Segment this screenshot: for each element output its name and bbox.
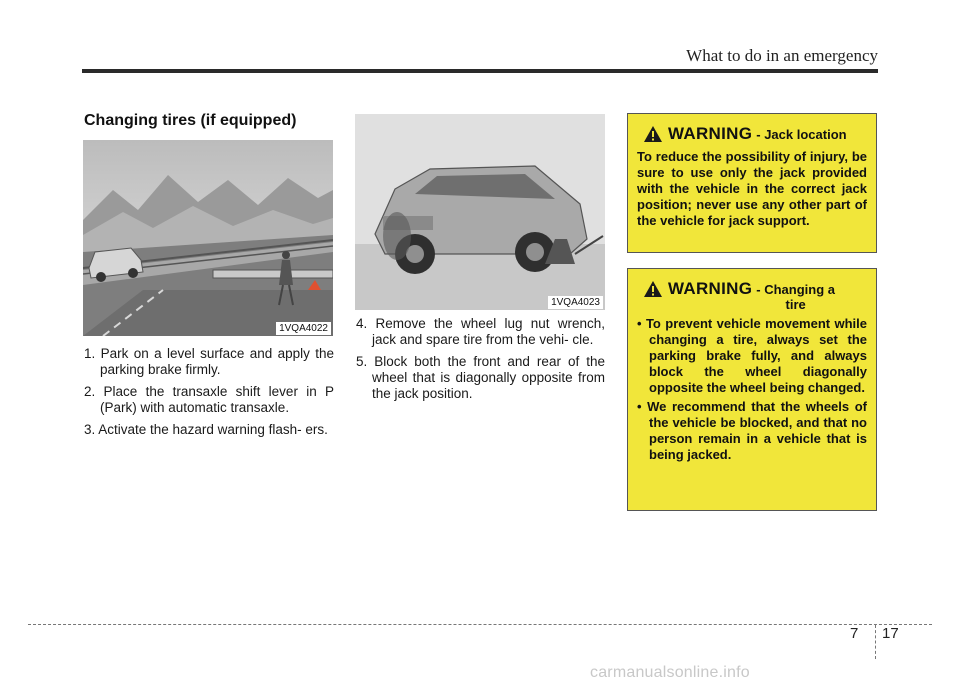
- warning-body: [637, 316, 867, 463]
- step-item: 5. Block both the front and rear of the wheel that is diagonally opposite from the jack position.: [356, 354, 605, 401]
- warning-triangle-icon: [643, 280, 663, 298]
- header-rule: [82, 69, 878, 73]
- chapter-header-title: What to do in an emergency: [686, 46, 878, 65]
- footer-rule: [28, 624, 932, 625]
- watermark-text: carmanualsonline.info: [590, 664, 750, 681]
- page-number: 17: [882, 625, 899, 642]
- warning-bullet-text: To prevent vehicle movement while changing a tire, always set the parking brake fully, and always block the wheel diagonally opposite the wheel being changed.: [645, 316, 867, 395]
- page-chapter-number: 7: [850, 625, 859, 642]
- page-number-separator: [875, 625, 876, 659]
- figure-label-right: 1VQA4023: [548, 296, 603, 309]
- warning-subtitle-line2: tire: [785, 297, 806, 312]
- roadside-scene-graphic: [83, 140, 333, 336]
- warning-subtitle-line1: - Changing a: [756, 282, 835, 297]
- roadside-illustration: [83, 140, 333, 336]
- warning-box-jack-location: [627, 113, 877, 253]
- warning-header: [643, 124, 867, 144]
- steps-middle-column: [356, 316, 605, 408]
- warning-word: WARNING: [668, 124, 753, 143]
- warning-bullet-list: [637, 316, 867, 463]
- warning-word: WARNING: [668, 279, 753, 298]
- warning-subtitle-group: [752, 279, 835, 312]
- section-title: Changing tires (if equipped): [84, 112, 297, 129]
- steps-left-column: [84, 346, 334, 444]
- step-item: 4. Remove the wheel lug nut wrench, jack and spare tire from the vehi- cle.: [356, 316, 605, 347]
- step-item: 1. Park on a level surface and apply the parking brake firmly.: [84, 346, 334, 377]
- vehicle-jack-illustration: [355, 114, 605, 310]
- vehicle-jack-graphic: [355, 114, 605, 310]
- warning-header: [643, 279, 867, 312]
- step-item: 3. Activate the hazard warning flash- ers.: [84, 422, 328, 437]
- warning-bullet-item: • To prevent vehicle movement while changing a tire, always set the parking brake fully, and always block the wheel diagonally opposite the wheel being changed.: [637, 316, 867, 395]
- warning-triangle-icon: [643, 125, 663, 143]
- warning-body: To reduce the possibility of injury, be sure to use only the jack provided with the vehicle in the correct jack position; never use any other part of the vehicle for jack support.: [637, 149, 867, 228]
- step-item: 2. Place the transaxle shift lever in P (Park) with automatic transaxle.: [84, 384, 334, 415]
- steps-list-middle: [356, 316, 605, 402]
- steps-list-left: [84, 346, 334, 438]
- figure-label-left: 1VQA4022: [276, 322, 331, 335]
- warning-subtitle: - Jack location: [756, 127, 847, 142]
- warning-bullet-text: We recommend that the wheels of the vehicle be blocked, and that no person remain in a vehicle that is being jacked.: [647, 399, 867, 462]
- warning-box-changing-tire: [627, 268, 877, 511]
- warning-bullet-item: • We recommend that the wheels of the vehicle be blocked, and that no person remain in a vehicle that is being jacked.: [637, 399, 867, 462]
